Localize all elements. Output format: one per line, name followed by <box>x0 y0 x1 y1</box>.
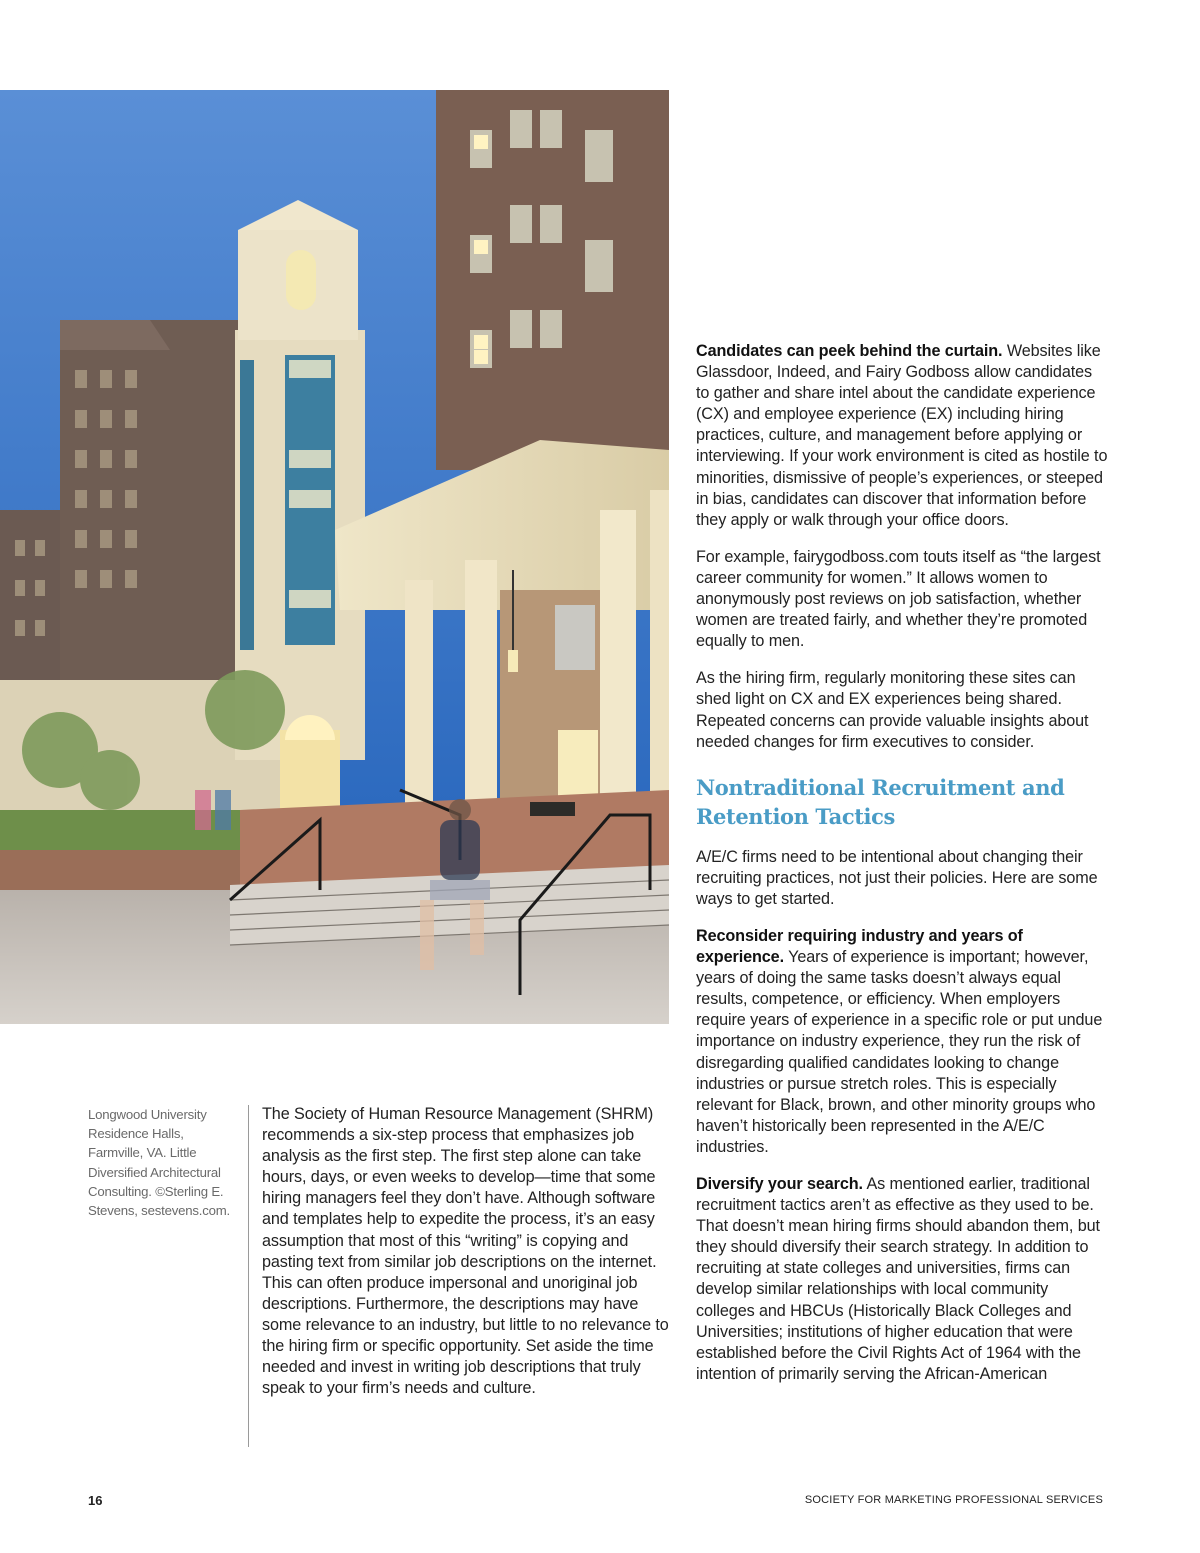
caption-line: Residence Halls, <box>88 1126 184 1142</box>
paragraph-reconsider <box>696 926 1108 1158</box>
caption-line: Consulting. ©Sterling E. <box>88 1183 224 1199</box>
left-column <box>262 1104 672 1415</box>
section-heading-line: Retention Tactics <box>696 803 895 829</box>
paragraph-candidates <box>696 341 1108 531</box>
building-photo-illustration <box>0 90 669 1024</box>
paragraph-body: Years of experience is important; however, years of doing the same tasks doesn’t always equal results, competence, or efficiency. When employers require years of experience in a specific role or put undue importance on industry experience, they run the risk of disregarding qualified candidates looking to change industries or pursue stretch roles. This is especially relevant for Black, brown, and other minority groups who haven’t historically been represented in the A/E/C industries. <box>696 948 1103 1156</box>
publication-name: SOCIETY FOR MARKETING PROFESSIONAL SERVICES <box>804 1494 1103 1506</box>
paragraph-monitoring: As the hiring firm, regularly monitoring these sites can shed light on CX and EX experiences being shared. Repeated concerns can provide valuable insights about needed changes for firm executives to consider. <box>696 669 1089 751</box>
caption-divider <box>248 1105 249 1447</box>
caption-line: Diversified Architectural <box>88 1164 221 1180</box>
caption-line: Farmville, VA. Little <box>88 1145 197 1161</box>
section-heading <box>696 773 1108 831</box>
page-number: 16 <box>88 1493 103 1508</box>
paragraph-lead: Candidates can peek behind the curtain. <box>696 342 1003 360</box>
shrm-paragraph: The Society of Human Resource Management (SHRM) recommends a six-step process that emphasizes job analysis as the first step. The first step alone can take hours, days, or even weeks to develop—time that some hiring managers feel they don’t have. Although software and templates help to expedite the process, it’s an easy assumption that most of this “writing” is copying and pasting text from similar job descriptions on the internet. This can often produce impersonal and unoriginal job descriptions. Furthermore, the descriptions may have some relevance to an industry, but little to no relevance to the hiring firm or specific opportunity. Set aside the time needed and invest in writing job descriptions that truly speak to your firm’s needs and culture. <box>262 1105 669 1398</box>
paragraph-intro: A/E/C firms need to be intentional about changing their recruiting practices, not just their policies. Here are some ways to get started. <box>696 847 1098 908</box>
caption-line: Stevens, sestevens.com. <box>88 1203 230 1219</box>
caption-line: Longwood University <box>88 1107 207 1122</box>
photo-caption <box>88 1105 236 1220</box>
paragraph-lead: Reconsider requiring industry and years of experience. <box>696 926 1023 967</box>
paragraph-diversify <box>696 1174 1108 1385</box>
section-heading-line: Nontraditional Recruitment and <box>696 774 1065 800</box>
right-column <box>696 341 1108 1401</box>
paragraph-lead: Diversify your search. <box>696 1175 863 1193</box>
paragraph-fairygodboss: For example, fairygodboss.com touts itself as “the largest career community for women.” It allows women to anonymously post reviews on job satisfaction, whether women are treated fairly, and whether they’re promoted equally to men. <box>696 547 1101 651</box>
paragraph-body: As mentioned earlier, traditional recruitment tactics aren’t as effective as they used to be. That doesn’t mean hiring firms should abandon them, but they should diversify their search strategy. In addition to recruiting at state colleges and universities, firms can develop similar relationships with local community colleges and HBCUs (Historically Black Colleges and Universities; institutions of higher education that were established before the Civil Rights Act of 1964 with the intention of primarily serving the African-American <box>696 1175 1100 1383</box>
building-photo <box>0 90 669 1024</box>
paragraph-body: Websites like Glassdoor, Indeed, and Fairy Godboss allow candidates to gather and share intel about the candidate experience (CX) and employee experience (EX) including hiring practices, culture, and management before applying or interviewing. If your work environment is cited as hostile to minorities, dismissive of people’s experiences, or steeped in bias, candidates can discover that information before they apply or walk through your office doors. <box>696 342 1108 529</box>
